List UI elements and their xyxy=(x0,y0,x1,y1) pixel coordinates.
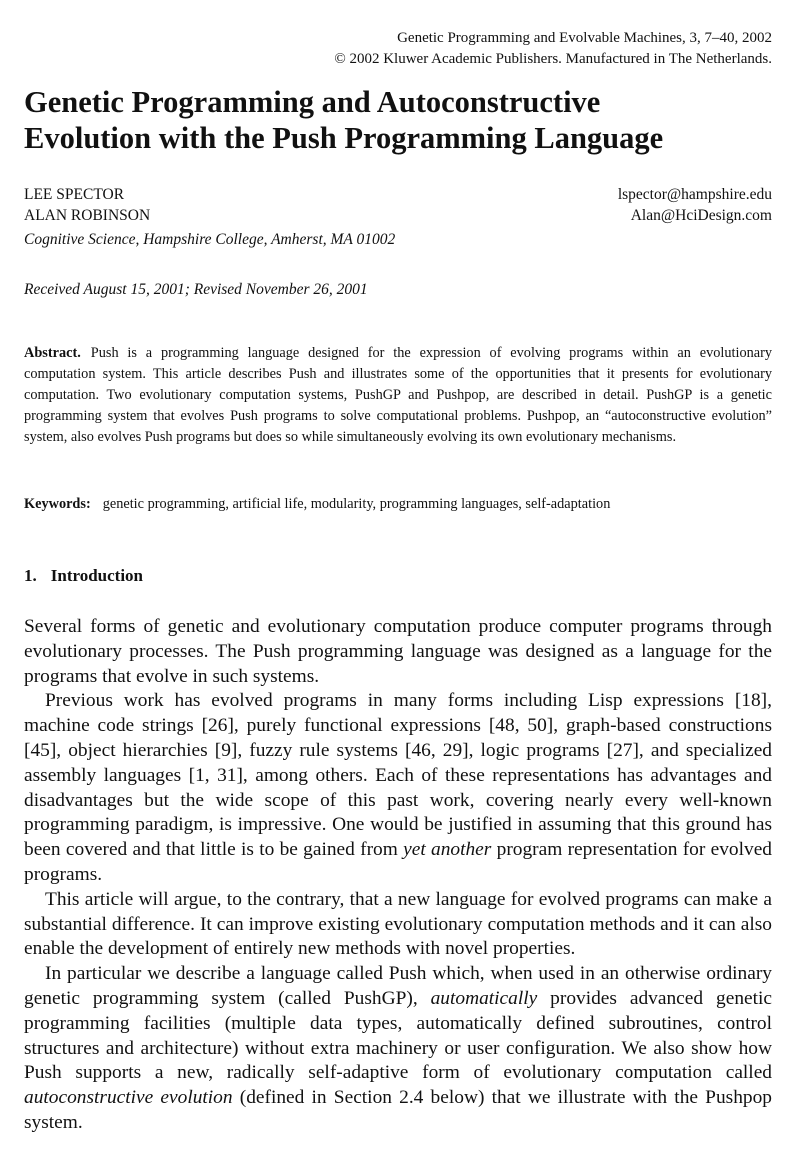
section-heading xyxy=(24,566,143,586)
body-text xyxy=(24,615,772,1136)
keywords-text: genetic programming, artificial life, modularity, programming languages, self-adaptation xyxy=(102,496,611,512)
paragraph-text: program representation for evolved programs. xyxy=(24,839,772,885)
copyright-line: © 2002 Kluwer Academic Publishers. Manufactured in The Netherlands. xyxy=(334,51,772,67)
abstract-label: Abstract. xyxy=(24,345,81,361)
journal-citation: Genetic Programming and Evolvable Machines, 3, 7–40, 2002 xyxy=(397,30,772,46)
paragraph: This article will argue, to the contrary, that a new language for evolved programs can make a substantial difference. It can improve existing evolutionary computation methods and it can also enable the development of entirely new methods with novel properties. xyxy=(24,888,772,960)
journal-header xyxy=(334,28,772,70)
keywords-label: Keywords: xyxy=(24,496,91,512)
emphasis-text: automatically xyxy=(430,987,538,1009)
paragraph-text: Previous work has evolved programs in many forms including Lisp expressions [18], machine code strings [26], purely functional expressions [48, 50], graph-based constructions [45], object hierarchies [9], fuzzy rule systems [46, 29], logic programs [27], and specialized assembly languages [1, 31], among others. Each of these representations has advantages and disadvantages but the wide scope of this past work, covering nearly every well-known programming paradigm, is impressive. One would be justified in assuming that this ground has been covered and that little is to be gained from xyxy=(24,690,772,861)
abstract-text: Push is a programming language designed for the expression of evolving programs within an evolutionary computation system. This article describes Push and illustrates some of the opportunities that it presents for evolutionary computation. Two evolutionary computation systems, PushGP and Pushpop, are described in detail. PushGP is a genetic programming system that evolves Push programs to solve computational problems. Pushpop, an “autoconstructive evolution” system, also evolves Push programs but does so while simultaneously evolving its own evolutionary mechanisms. xyxy=(24,345,772,445)
paper-title xyxy=(24,84,772,156)
author-email: lspector@hampshire.edu xyxy=(617,186,772,203)
author-name: ALAN ROBINSON xyxy=(24,207,151,224)
paragraph-text: (defined in Section 2.4 below) that we illustrate with the Pushpop system. xyxy=(24,1087,772,1133)
author-block xyxy=(24,184,772,226)
title-line-1: Genetic Programming and Autoconstructive xyxy=(24,85,601,119)
received-dates: Received August 15, 2001; Revised November 26, 2001 xyxy=(24,281,368,298)
keywords xyxy=(24,496,772,513)
author-email: Alan@HciDesign.com xyxy=(630,207,772,224)
paragraph: Several forms of genetic and evolutionary computation produce computer programs through evolutionary processes. The Push programming language was designed as a language for the programs that evolve in such systems. xyxy=(24,616,772,687)
author-row xyxy=(24,184,772,205)
section-number: 1. xyxy=(24,566,37,585)
affiliation: Cognitive Science, Hampshire College, Amherst, MA 01002 xyxy=(24,231,396,248)
paragraph-text: In particular we describe a language called Push which, when used in an otherwise ordinary genetic programming system (called PushGP), xyxy=(24,963,772,1009)
paragraph-text: provides advanced genetic programming facilities (multiple data types, automatically defined subroutines, control structures and architecture) without extra machinery or user configuration. We also show how Push supports a new, radically self-adaptive form of evolutionary computation called xyxy=(24,987,773,1084)
author-name: LEE SPECTOR xyxy=(24,186,125,203)
section-title: Introduction xyxy=(50,566,144,585)
paragraph xyxy=(24,689,772,887)
abstract xyxy=(24,343,772,448)
paragraph xyxy=(24,962,772,1136)
author-row xyxy=(24,205,772,226)
emphasis-text: autoconstructive evolution xyxy=(24,1087,233,1109)
emphasis-text: yet another xyxy=(403,839,492,861)
title-line-2: Evolution with the Push Programming Language xyxy=(24,121,664,155)
